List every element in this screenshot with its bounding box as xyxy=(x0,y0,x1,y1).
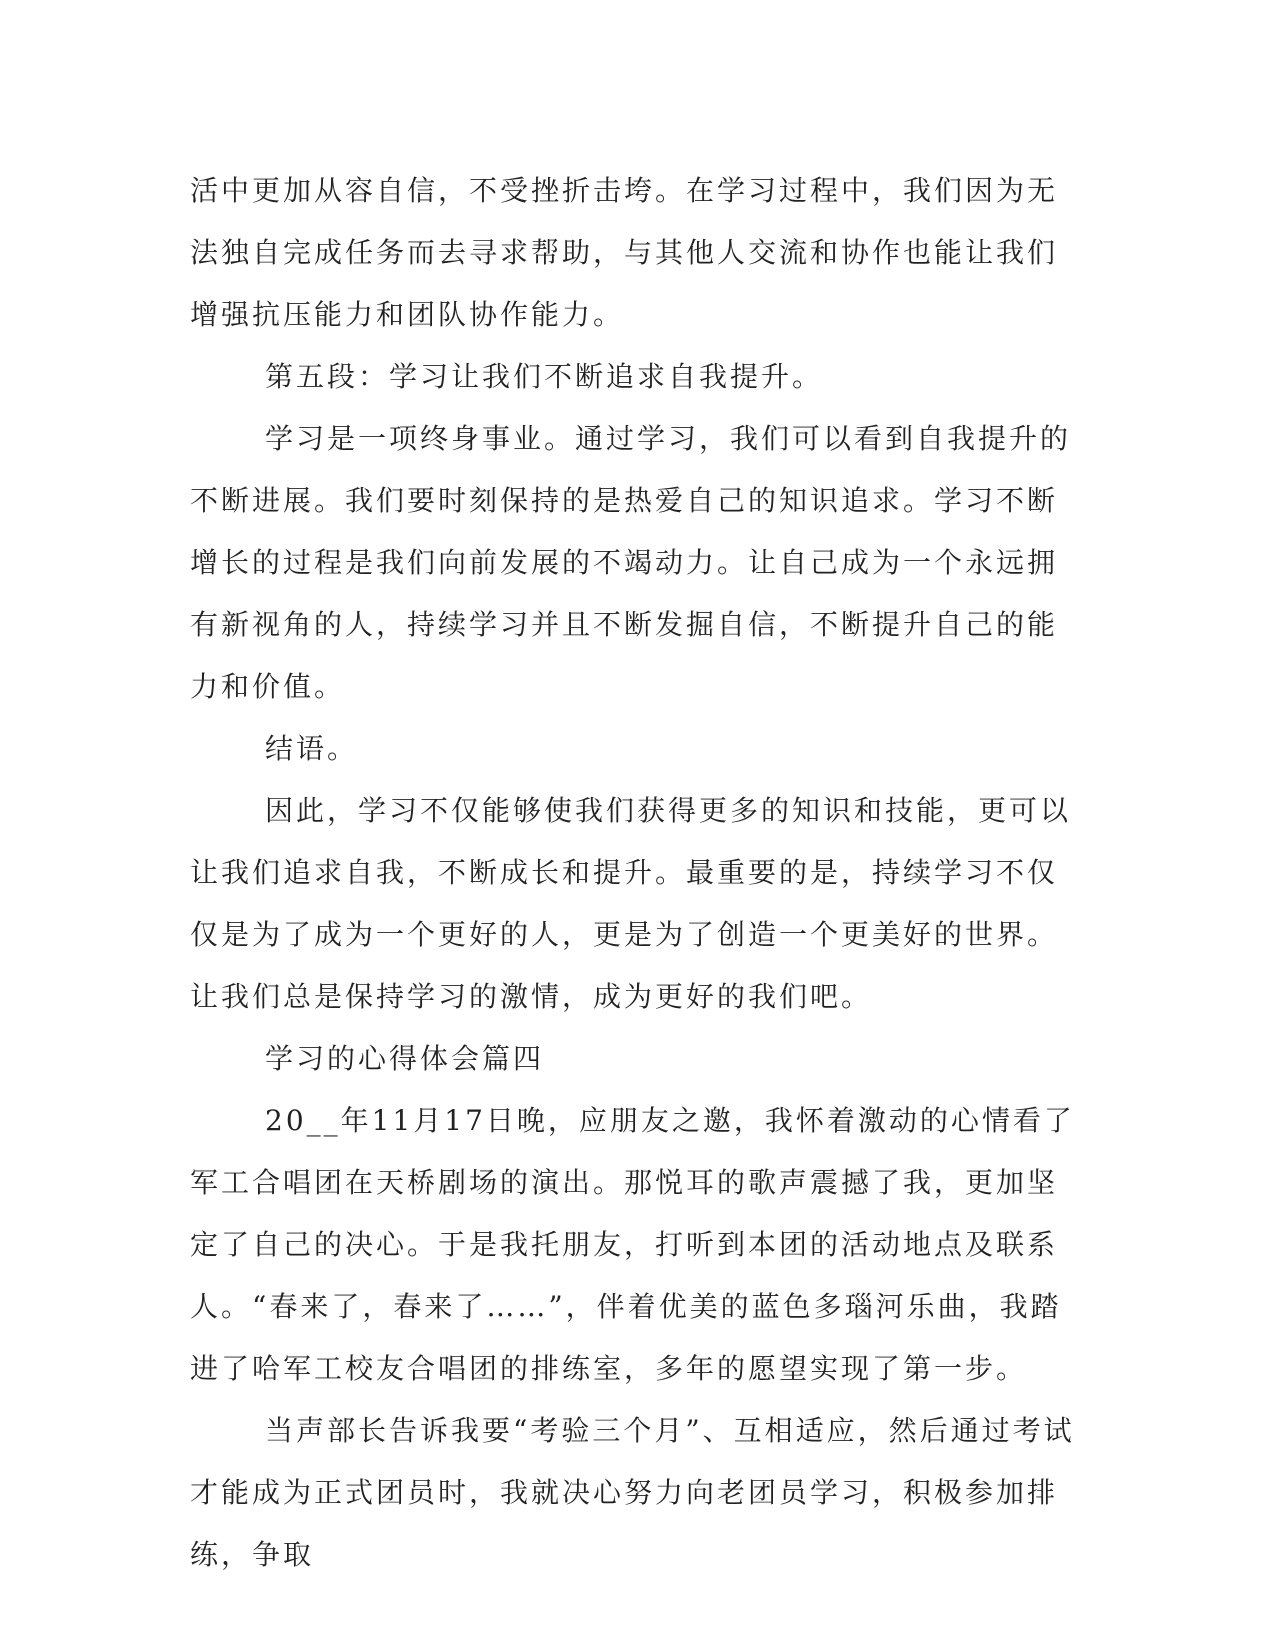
paragraph-continuation: 活中更加从容自信，不受挫折击垮。在学习过程中，我们因为无法独自完成任务而去寻求帮助，与其他人交流和协作也能让我们增强抗压能力和团队协作能力。 xyxy=(190,174,1059,331)
paragraph-choir-visit: 20__年11月17日晚，应朋友之邀，我怀着激动的心情看了军工合唱团在天桥剧场的演出。那悦耳的歌声震撼了我，更加坚定了自己的决心。于是我托朋友，打听到本团的活动地点及联系人。“春来了，春来了……”，伴着优美的蓝色多瑙河乐曲，我踏进了哈军工校友合唱团的排练室，多年的愿望实现了第一步。 xyxy=(190,1104,1075,1385)
section-heading-conclusion: 结语。 xyxy=(265,732,359,765)
paragraph-probation: 当声部长告诉我要“考验三个月”、互相适应，然后通过考试才能成为正式团员时，我就决心努力向老团员学习，积极参加排练，争取 xyxy=(190,1414,1075,1571)
document-body xyxy=(190,160,1080,1586)
section-heading-fifth: 第五段：学习让我们不断追求自我提升。 xyxy=(265,360,824,393)
section-title-part-four: 学习的心得体会篇四 xyxy=(265,1042,545,1075)
paragraph-conclusion: 因此，学习不仅能够使我们获得更多的知识和技能，更可以让我们追求自我，不断成长和提升。最重要的是，持续学习不仅仅是为了成为一个更好的人，更是为了创造一个更美好的世界。让我们总是保持学习的激情，成为更好的我们吧。 xyxy=(190,794,1072,1013)
paragraph-lifelong-learning: 学习是一项终身事业。通过学习，我们可以看到自我提升的不断进展。我们要时刻保持的是热爱自己的知识追求。学习不断增长的过程是我们向前发展的不竭动力。让自己成为一个永远拥有新视角的人，持续学习并且不断发掘自信，不断提升自己的能力和价值。 xyxy=(190,422,1072,703)
